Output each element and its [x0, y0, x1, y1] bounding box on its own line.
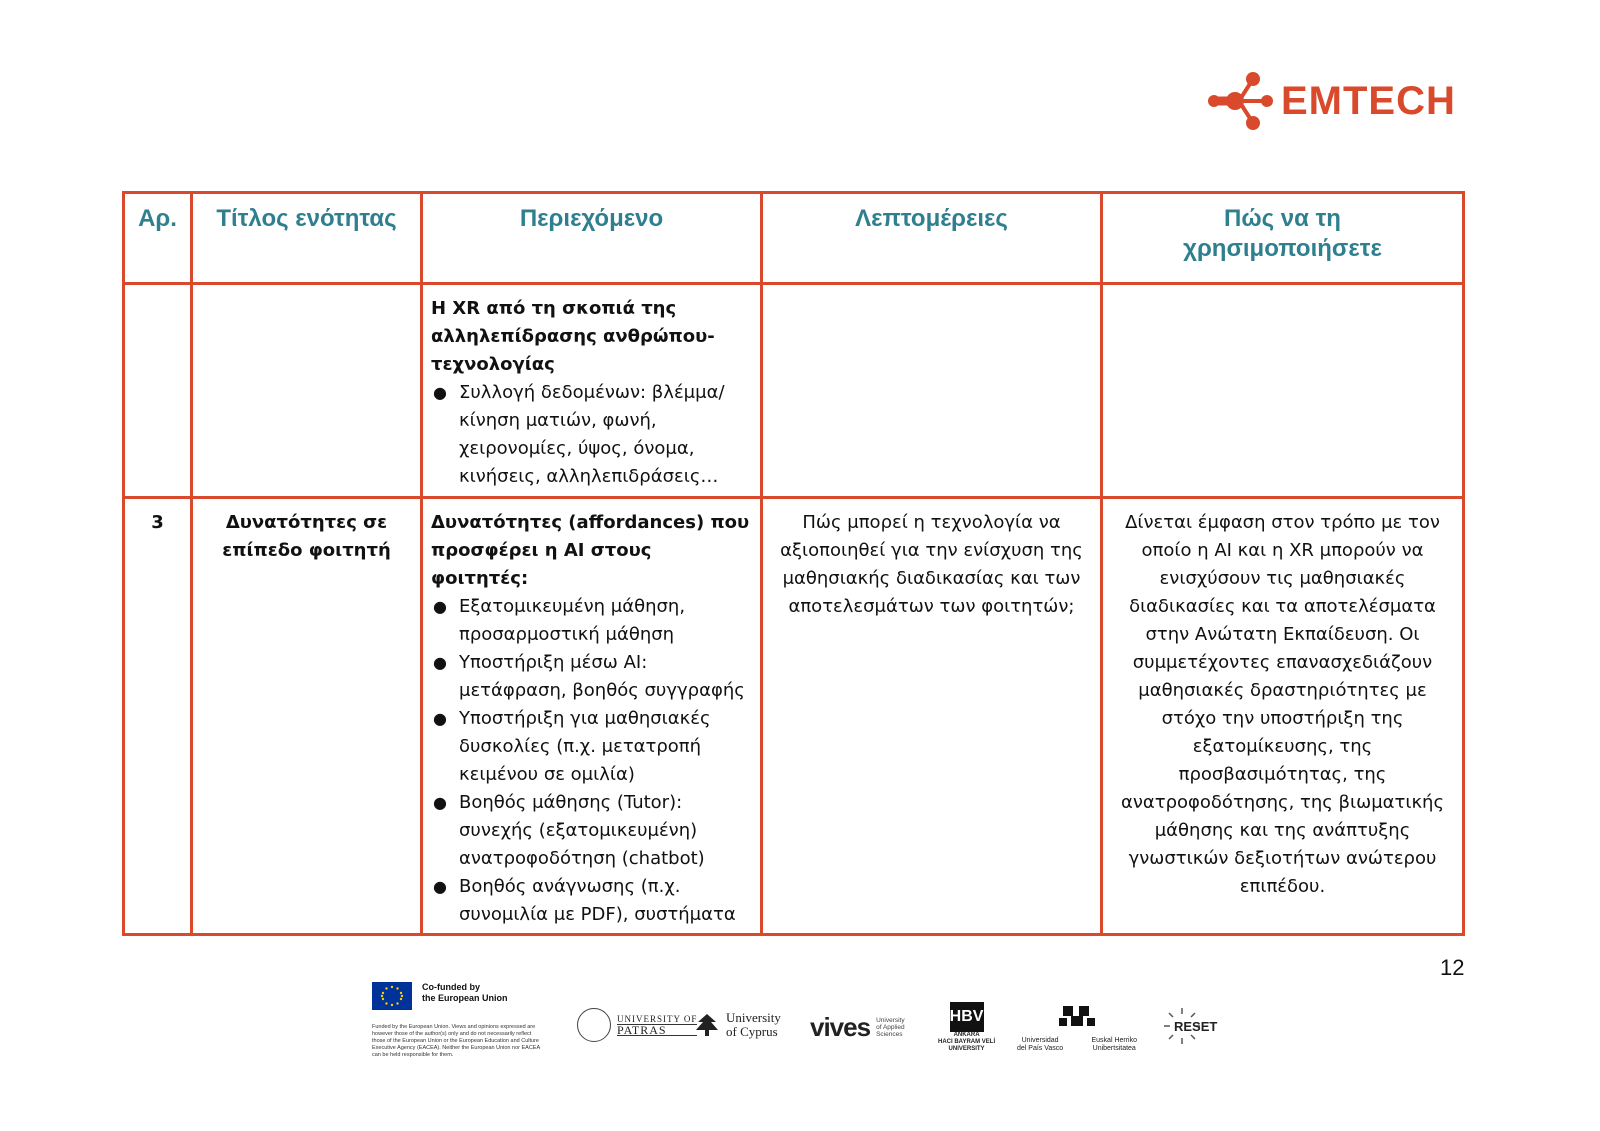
upv-ehu-logo: Universidad del País Vasco Euskal Herriko Unibertsitatea — [1017, 1004, 1137, 1053]
vives-logo: vives University of Applied Sciences — [810, 1012, 905, 1042]
content-bullet-list — [431, 593, 752, 929]
header-title: Τίτλος ενότητας — [192, 193, 422, 284]
eu-cofunded-label: Co-funded by the European Union — [422, 982, 508, 1003]
ehu-emblem-icon — [1057, 1004, 1097, 1032]
row-content-cell — [422, 498, 762, 935]
list-item: ● Βοηθός ανάγνωσης (π.χ. συνομιλία με PDF), συστήματα — [431, 873, 752, 929]
modules-table — [122, 191, 1465, 936]
table-row — [124, 498, 1464, 935]
row-title-cell — [192, 284, 422, 498]
row-usage-cell — [1102, 284, 1464, 498]
header-details: Λεπτομέρειες — [762, 193, 1102, 284]
haci-bayram-veli-logo: HBV ANKARA HACI BAYRAM VELİ UNIVERSITY — [938, 1002, 995, 1053]
university-of-cyprus-logo: University of Cyprus — [694, 1011, 781, 1039]
row-number-cell — [124, 284, 192, 498]
table-header-row — [124, 193, 1464, 284]
header-content: Περιεχόμενο — [422, 193, 762, 284]
content-heading: Η XR από τη σκοπιά της αλληλεπίδρασης ανθρώπου-τεχνολογίας — [431, 298, 715, 375]
header-number: Αρ. — [124, 193, 192, 284]
row-title-cell: Δυνατότητες σε επίπεδο φοιτητή — [192, 498, 422, 935]
seal-icon — [577, 1008, 611, 1042]
list-item: ● Υποστήριξη μέσω AI: μετάφραση, βοηθός συγγραφής — [431, 649, 752, 705]
row-details-cell — [762, 284, 1102, 498]
emtech-logo — [1205, 66, 1456, 136]
eu-flag-icon — [372, 982, 412, 1010]
eu-disclaimer: Funded by the European Union. Views and opinions expressed are however those of the author(s) only and do not necessarily reflect those of the European Union or the European Education and Culture Executive Agency (EACEA). Neither the European Union nor EACEA can be held responsible for them. — [372, 1024, 540, 1058]
footer-partners — [372, 978, 1218, 1078]
molecule-icon — [1205, 66, 1275, 136]
row-details-cell: Πώς μπορεί η τεχνολογία να αξιοποιηθεί για την ενίσχυση της μαθησιακής διαδικασίας και των αποτελεσμάτων των φοιτητών; — [762, 498, 1102, 935]
page-number: 12 — [1440, 955, 1465, 980]
list-item: ● Υποστήριξη για μαθησιακές δυσκολίες (π.χ. μετατροπή κειμένου σε ομιλία) — [431, 705, 752, 789]
reset-logo: RESET — [1162, 1006, 1217, 1046]
university-of-patras-logo: UNIVERSITY OF PATRAS — [577, 1008, 697, 1042]
tree-icon — [694, 1012, 720, 1038]
content-bullet-list — [431, 379, 752, 491]
table-row — [124, 284, 1464, 498]
row-content-cell — [422, 284, 762, 498]
row-usage-cell: Δίνεται έμφαση στον τρόπο με τον οποίο η AI και η XR μπορούν να ενισχύσουν τις μαθησιακές διαδικασίες και τα αποτελέσματα στην Ανώτατη Εκπαίδευση. Οι συμμετέχοντες επανασχεδιάζουν μαθησιακές δραστηριότητες με στόχο την υποστήριξη της εξατομίκευσης, της προσβασιμότητας, της ανατροφοδότησης, της βιωματικής μάθησης και της ανάπτυξης γνωστικών δεξιοτήτων ανώτερου επιπέδου. — [1102, 498, 1464, 935]
logo-wordmark: EMTECH — [1281, 78, 1456, 123]
row-number-cell: 3 — [124, 498, 192, 935]
content-heading: Δυνατότητες (affordances) που προσφέρει η AI στους φοιτητές: — [431, 512, 750, 589]
header-usage: Πώς να τη χρησιμοποιήσετε — [1102, 193, 1464, 284]
list-item: ● Βοηθός μάθησης (Tutor): συνεχής (εξατομικευμένη) ανατροφοδότηση (chatbot) — [431, 789, 752, 873]
list-item: ● Συλλογή δεδομένων: βλέμμα/κίνηση ματιών, φωνή, χειρονομίες, ύψος, όνομα, κινήσεις, αλληλεπιδράσεις… — [431, 379, 752, 491]
list-item: ● Εξατομικευμένη μάθηση, προσαρμοστική μάθηση — [431, 593, 752, 649]
